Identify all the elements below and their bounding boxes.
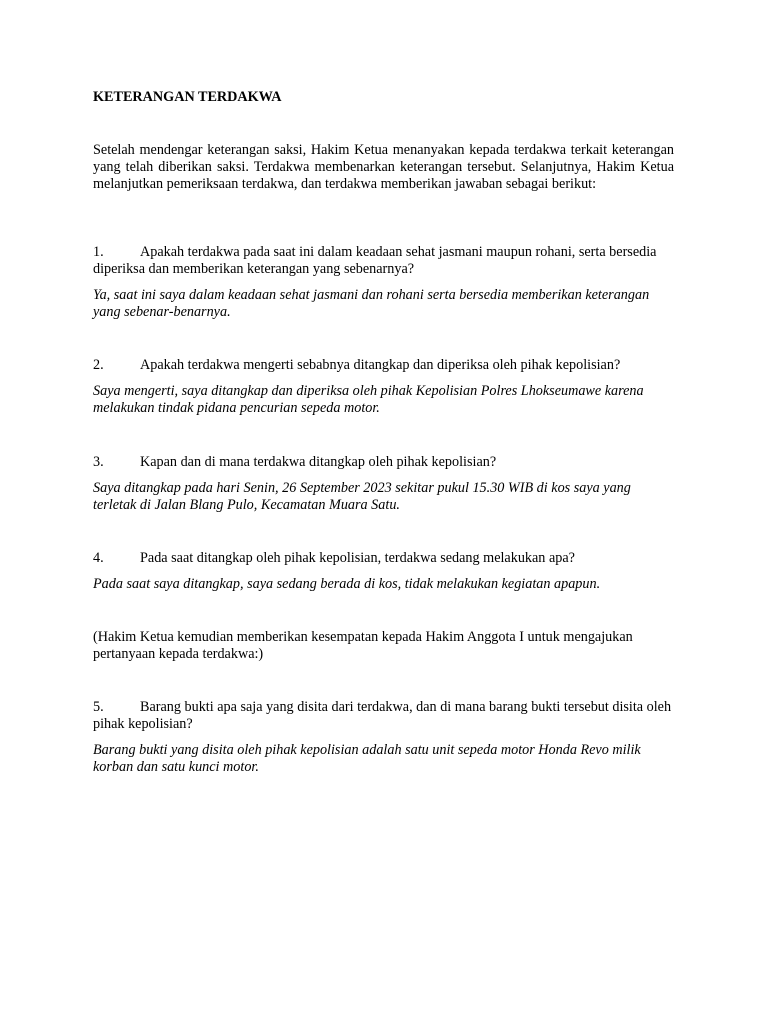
question-2 (93, 357, 674, 374)
document-title: KETERANGAN TERDAKWA (93, 89, 282, 105)
question-number: 5. (93, 699, 104, 715)
answer-1: Ya, saat ini saya dalam keadaan sehat jasmani dan rohani serta bersedia memberikan keterangan yang sebenar-benarnya. (93, 287, 650, 320)
question-text: Barang bukti apa saja yang disita dari terdakwa, dan di mana barang bukti tersebut disita oleh pihak kepolisian? (93, 699, 672, 732)
question-text: Apakah terdakwa mengerti sebabnya ditangkap dan diperiksa oleh pihak kepolisian? (140, 357, 621, 373)
question-text: Pada saat ditangkap oleh pihak kepolisian, terdakwa sedang melakukan apa? (140, 550, 575, 566)
question-number: 4. (93, 550, 104, 566)
qa-item-3 (93, 454, 674, 514)
qa-item-5 (93, 699, 674, 776)
intro-paragraph: Setelah mendengar keterangan saksi, Hakim Ketua menanyakan kepada terdakwa terkait keterangan yang telah diberikan saksi. Terdakwa membenarkan keterangan tersebut. Selanjutnya, Hakim Ketua melanjutkan pemeriksaan terdakwa, dan terdakwa memberikan jawaban sebagai berikut: (93, 142, 674, 192)
judge-note: (Hakim Ketua kemudian memberikan kesempatan kepada Hakim Anggota I untuk mengajukan pertanyaan kepada terdakwa:) (93, 629, 633, 662)
question-text: Apakah terdakwa pada saat ini dalam keadaan sehat jasmani maupun rohani, serta bersedia diperiksa dan memberikan keterangan yang sebenarnya? (93, 244, 657, 277)
qa-item-1 (93, 244, 674, 321)
answer-3: Saya ditangkap pada hari Senin, 26 September 2023 sekitar pukul 15.30 WIB di kos saya yang terletak di Jalan Blang Pulo, Kecamatan Muara Satu. (93, 480, 631, 513)
question-number: 2. (93, 357, 104, 373)
document-page (93, 0, 674, 1024)
qa-item-2 (93, 357, 674, 417)
qa-item-4 (93, 550, 674, 593)
question-5 (93, 699, 674, 733)
question-1 (93, 244, 674, 278)
question-number: 3. (93, 454, 104, 470)
answer-2: Saya mengerti, saya ditangkap dan diperiksa oleh pihak Kepolisian Polres Lhokseumawe karena melakukan tindak pidana pencurian sepeda motor. (93, 383, 644, 416)
question-3 (93, 454, 674, 471)
question-4 (93, 550, 674, 567)
answer-4: Pada saat saya ditangkap, saya sedang berada di kos, tidak melakukan kegiatan apapun. (93, 576, 601, 592)
answer-5: Barang bukti yang disita oleh pihak kepolisian adalah satu unit sepeda motor Honda Revo milik korban dan satu kunci motor. (93, 742, 641, 775)
question-number: 1. (93, 244, 104, 260)
question-text: Kapan dan di mana terdakwa ditangkap oleh pihak kepolisian? (140, 454, 497, 470)
